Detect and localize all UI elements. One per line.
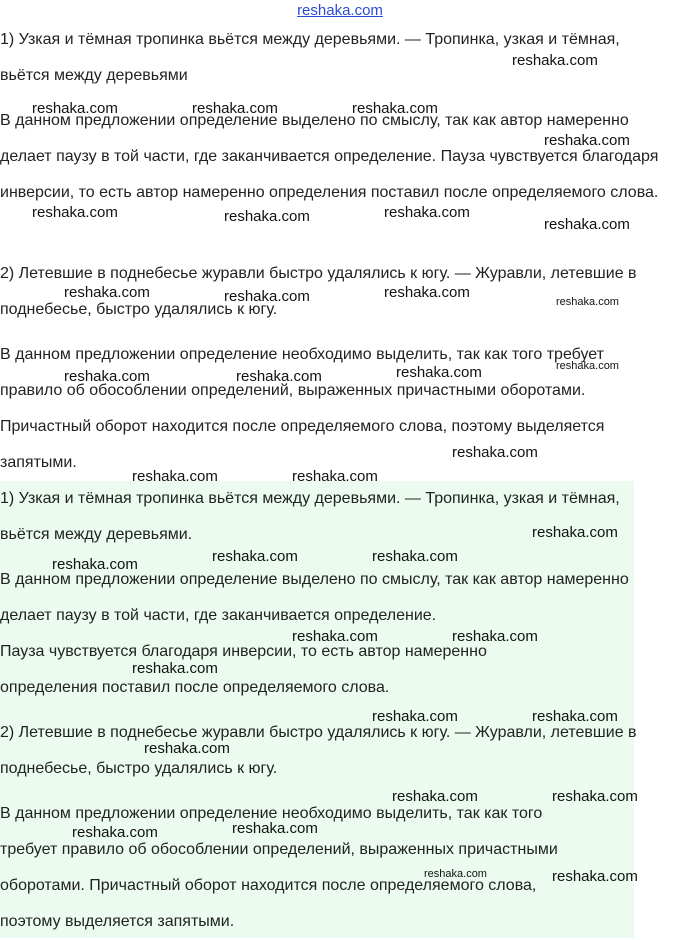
section1-paragraph-1: 1) Узкая и тёмная тропинка вьётся между деревьями. — Тропинка, узкая и тёмная, вьётся между деревьями xyxy=(0,31,620,84)
watermark: reshaka.com xyxy=(544,216,630,233)
watermark: reshaka.com xyxy=(372,548,458,565)
watermark: reshaka.com xyxy=(224,288,310,305)
watermark: reshaka.com xyxy=(452,628,538,645)
watermark: reshaka.com xyxy=(192,100,278,117)
section2-paragraph-1: 1) Узкая и тёмная тропинка вьётся между деревьями. — Тропинка, узкая и тёмная, вьётся между деревьями. xyxy=(0,490,620,543)
watermark: reshaka.com xyxy=(512,52,598,69)
watermark: reshaka.com xyxy=(212,548,298,565)
section1-paragraph-3: 2) Летевшие в поднебесье журавли быстро удалялись к югу. — Журавли, летевшие в поднебесье, быстро удалялись к югу. xyxy=(0,265,637,318)
watermark: reshaka.com xyxy=(224,208,310,225)
watermark: reshaka.com xyxy=(32,204,118,221)
watermark: reshaka.com xyxy=(384,204,470,221)
watermark: reshaka.com xyxy=(292,468,378,485)
watermark: reshaka.com xyxy=(396,364,482,381)
watermark: reshaka.com xyxy=(552,868,638,885)
section2-paragraph-5: В данном предложении определение необходимо выделить, так как того требует правило об обособлении определений, выраженных причастными оборотами. Причастный оборот находится после определяемого слова, поэтому выделяется запятыми. xyxy=(0,805,558,930)
watermark: reshaka.com xyxy=(64,284,150,301)
watermark: reshaka.com xyxy=(544,132,630,149)
section2-paragraph-4: 2) Летевшие в поднебесье журавли быстро удалялись к югу. — Журавли, летевшие в поднебесье, быстро удалялись к югу. xyxy=(0,724,637,777)
watermark: reshaka.com xyxy=(392,788,478,805)
watermark: reshaka.com xyxy=(352,100,438,117)
watermark: reshaka.com xyxy=(232,820,318,837)
watermark: reshaka.com xyxy=(556,296,619,308)
watermark: reshaka.com xyxy=(64,368,150,385)
watermark: reshaka.com xyxy=(424,868,487,880)
header-watermark-link[interactable]: reshaka.com xyxy=(297,2,383,19)
watermark: reshaka.com xyxy=(52,556,138,573)
watermark: reshaka.com xyxy=(384,284,470,301)
watermark: reshaka.com xyxy=(532,524,618,541)
watermark: reshaka.com xyxy=(532,708,618,725)
watermark: reshaka.com xyxy=(452,444,538,461)
watermark: reshaka.com xyxy=(292,628,378,645)
watermark: reshaka.com xyxy=(132,468,218,485)
watermark: reshaka.com xyxy=(372,708,458,725)
watermark: reshaka.com xyxy=(556,360,619,372)
watermark: reshaka.com xyxy=(144,740,230,757)
section2-paragraph-2: В данном предложении определение выделено по смыслу, так как автор намеренно делает паузу в той части, где заканчивается определение. xyxy=(0,571,629,624)
section1-paragraph-2: В данном предложении определение выделено по смыслу, так как автор намеренно делает паузу в той части, где заканчивается определение. Пауза чувствуется благодаря инверсии, то есть автор намеренно определения поставил после определяемого слова. xyxy=(0,112,659,201)
section2-paragraph-3: Пауза чувствуется благодаря инверсии, то есть автор намеренно определения поставил после определяемого слова. xyxy=(0,643,487,696)
watermark: reshaka.com xyxy=(72,824,158,841)
watermark: reshaka.com xyxy=(552,788,638,805)
watermark: reshaka.com xyxy=(132,660,218,677)
watermark: reshaka.com xyxy=(236,368,322,385)
section1-paragraph-4: В данном предложении определение необходимо выделить, так как того требует правило об обособлении определений, выраженных причастными оборотами. Причастный оборот находится после определяемого слова, поэтому выделяется запятыми. xyxy=(0,346,605,471)
watermark: reshaka.com xyxy=(32,100,118,117)
